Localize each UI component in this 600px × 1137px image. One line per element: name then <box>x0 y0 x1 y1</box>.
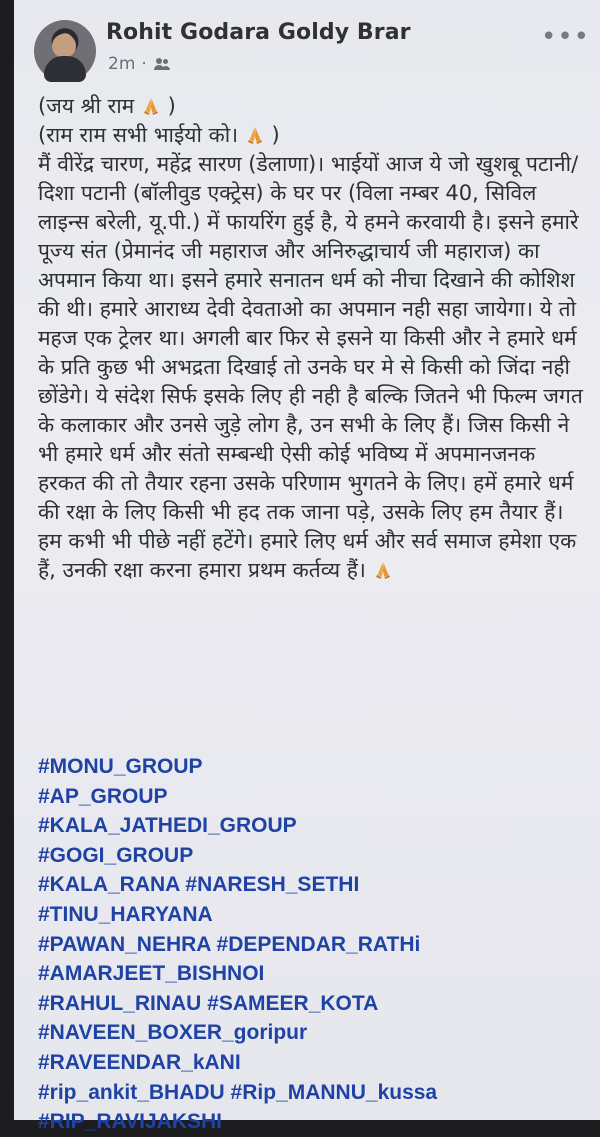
hashtag-line-8[interactable]: #AMARJEET_BISHNOI <box>38 962 265 986</box>
friends-icon <box>153 57 171 71</box>
post-screen <box>14 0 600 1134</box>
hashtag-line-12[interactable]: #rip_ankit_BHADU #Rip_MANNU_kussa <box>38 1080 438 1104</box>
hashtag-line-11[interactable]: #RAVEENDAR_kANI <box>38 1050 241 1074</box>
folded-hands-icon <box>245 125 265 145</box>
hashtag-list <box>38 752 586 1137</box>
hashtag-line-6[interactable]: #TINU_HARYANA <box>38 902 213 926</box>
closing-parenthesis: ) <box>271 123 280 147</box>
body-line-1 <box>38 92 586 121</box>
post-header <box>30 14 590 86</box>
hashtag-line-10[interactable]: #NAVEEN_BOXER_goripur <box>38 1021 308 1045</box>
more-icon[interactable]: ••• <box>540 22 590 52</box>
dot-separator: · <box>141 54 147 74</box>
post-body <box>38 92 586 585</box>
hashtag-line-5[interactable]: #KALA_RANA #NARESH_SETHI <box>38 873 360 897</box>
post-meta <box>108 54 171 74</box>
avatar-face <box>52 34 76 58</box>
hashtag-line-4[interactable]: #GOGI_GROUP <box>38 843 194 867</box>
hashtag-line-7[interactable]: #PAWAN_NEHRA #DEPENDAR_RATHi <box>38 932 421 956</box>
hashtag-line-9[interactable]: #RAHUL_RINAU #SAMEER_KOTA <box>38 991 379 1015</box>
hashtag-line-1[interactable]: #MONU_GROUP <box>38 755 203 778</box>
hashtag-line-3[interactable]: #KALA_JATHEDI_GROUP <box>38 814 297 838</box>
folded-hands-icon <box>373 560 393 580</box>
avatar-body <box>44 56 86 82</box>
body-paragraph <box>38 150 586 585</box>
body-line-1-text: (जय श्री राम <box>38 94 135 118</box>
body-paragraph-text: मैं वीरेंद्र चारण, महेंद्र सारण (डेलाणा)। भाईयों आज ये जो खुशबू पटानी/दिशा पटानी (बॉलीवुड एक्ट्रेस) के घर पर (विला नम्बर 40, सिविल लाइन्स बरेली, यू.पी.) में फायरिंग हुई है, ये हमने करवायी है। इसने हमारे पूज्य संत (प्रेमानंद जी महाराज और अनिरुद्धाचार्य जी महाराज) का अपमान किया था। इसने हमारे सनातन धर्म को नीचा दिखाने की कोशिश की थी। हमारे आराध्य देवी देवताओ का अपमान नही सहा जायेगा। ये तो महज एक ट्रेलर था। अगली बार फिर से इसने या किसी और ने हमारे धर्म के प्रति कुछ भी अभद्रता दिखाई तो उनके घर मे से किसी को जिंदा नही छोंडेगे। ये संदेश सिर्फ इसके लिए ही नही है बल्कि जितने भी फिल्म जगत के कलाकार और उनसे जुड़े लोग है, उन सभी के लिए हैं। जिस किसी ने भी हमारे धर्म और संतो सम्बन्धी ऐसी कोई भविष्य में अपमानजनक हरकत की तो तैयार रहना उसके परिणाम भुगतने के लिए। हमें हमारे धर्म की रक्षा के लिए किसी भी हद तक जाना पड़े, उसके लिए हम तैयार हैं। हम कभी भी पीछे नहीं हटेंगे। हमारे लिए धर्म और सर्व समाज हमेशा एक हैं, उनकी रक्षा करना हमारा प्रथम कर्तव्य हैं। <box>38 152 583 582</box>
timestamp: 2m <box>108 54 136 74</box>
hashtag-line-13[interactable]: #RIP_RAVIJAKSHI <box>38 1110 222 1134</box>
body-line-2-text: (राम राम सभी भाईयो को। <box>38 123 239 147</box>
hashtag-line-2[interactable]: #AP_GROUP <box>38 784 168 808</box>
avatar[interactable] <box>34 20 96 82</box>
closing-parenthesis: ) <box>167 94 176 118</box>
folded-hands-icon <box>141 96 161 116</box>
author-name[interactable]: Rohit Godara Goldy Brar <box>106 20 411 45</box>
body-line-2 <box>38 121 586 150</box>
